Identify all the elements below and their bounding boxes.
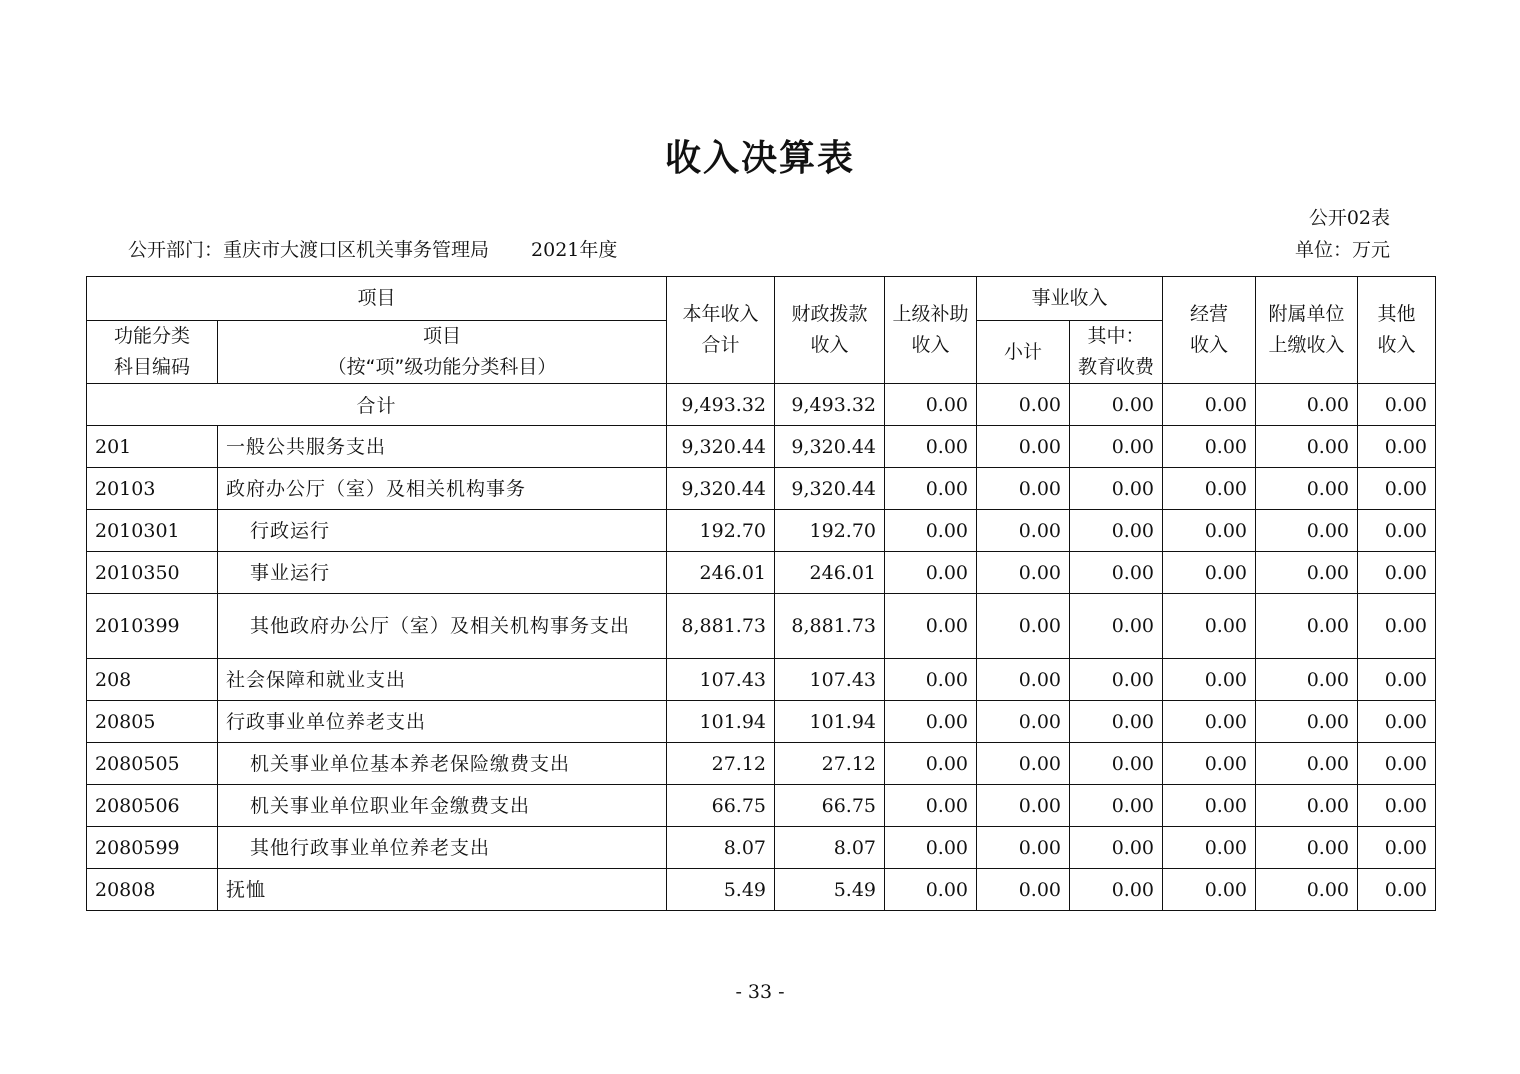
cell-value: 0.00 [977, 827, 1070, 869]
cell-value: 0.00 [1358, 552, 1436, 594]
cell-value: 0.00 [885, 594, 977, 659]
cell-name: 事业运行 [218, 552, 667, 594]
cell-value: 0.00 [885, 468, 977, 510]
cell-value: 0.00 [977, 594, 1070, 659]
cell-value: 0.00 [1256, 426, 1358, 468]
cell-value: 246.01 [667, 552, 775, 594]
cell-code: 20103 [87, 468, 218, 510]
cell-value: 0.00 [977, 510, 1070, 552]
cell-value: 9,320.44 [667, 426, 775, 468]
department-label: 公开部门：重庆市大渡口区机关事务管理局 [128, 239, 490, 261]
cell-value: 192.70 [667, 510, 775, 552]
cell-value: 27.12 [667, 743, 775, 785]
header-other: 其他 收入 [1358, 277, 1436, 384]
cell-code: 2080506 [87, 785, 218, 827]
cell-value: 9,493.32 [667, 384, 775, 426]
page-number: - 33 - [735, 981, 785, 1003]
cell-code: 208 [87, 659, 218, 701]
form-number: 公开02表 [1308, 207, 1390, 229]
cell-value: 0.00 [1070, 869, 1163, 911]
cell-code: 201 [87, 426, 218, 468]
cell-name: 机关事业单位基本养老保险缴费支出 [218, 743, 667, 785]
header-career-subtotal: 小计 [977, 321, 1070, 384]
cell-value: 0.00 [977, 743, 1070, 785]
year-label: 2021年度 [531, 239, 618, 261]
cell-value: 0.00 [1163, 785, 1256, 827]
table-row [87, 468, 1436, 510]
cell-value: 0.00 [885, 659, 977, 701]
cell-name: 抚恤 [218, 869, 667, 911]
cell-code: 20808 [87, 869, 218, 911]
cell-value: 9,320.44 [775, 468, 885, 510]
cell-value: 0.00 [1256, 701, 1358, 743]
total-label: 合计 [87, 384, 667, 426]
cell-value: 0.00 [1358, 426, 1436, 468]
cell-value: 8,881.73 [775, 594, 885, 659]
cell-value: 0.00 [1358, 869, 1436, 911]
header-name: 项目 （按“项”级功能分类科目） [218, 321, 667, 384]
table-row [87, 510, 1436, 552]
cell-value: 0.00 [1358, 827, 1436, 869]
cell-code: 2010350 [87, 552, 218, 594]
header-affiliate: 附属单位 上缴收入 [1256, 277, 1358, 384]
cell-value: 9,320.44 [775, 426, 885, 468]
cell-value: 0.00 [1070, 743, 1163, 785]
cell-code: 20805 [87, 701, 218, 743]
cell-value: 9,493.32 [775, 384, 885, 426]
cell-value: 0.00 [1256, 510, 1358, 552]
cell-name: 行政运行 [218, 510, 667, 552]
cell-value: 0.00 [977, 552, 1070, 594]
cell-name: 社会保障和就业支出 [218, 659, 667, 701]
cell-value: 5.49 [667, 869, 775, 911]
cell-value: 0.00 [1256, 659, 1358, 701]
cell-value: 0.00 [977, 659, 1070, 701]
cell-value: 0.00 [977, 785, 1070, 827]
cell-value: 101.94 [775, 701, 885, 743]
cell-value: 0.00 [1358, 384, 1436, 426]
cell-value: 0.00 [1070, 701, 1163, 743]
cell-value: 0.00 [1256, 468, 1358, 510]
table-row [87, 743, 1436, 785]
cell-value: 0.00 [885, 869, 977, 911]
table-row [87, 827, 1436, 869]
cell-value: 0.00 [1163, 701, 1256, 743]
table-row [87, 659, 1436, 701]
cell-code: 2080505 [87, 743, 218, 785]
cell-value: 0.00 [885, 827, 977, 869]
table-row [87, 785, 1436, 827]
cell-value: 0.00 [1070, 426, 1163, 468]
cell-value: 0.00 [1163, 827, 1256, 869]
cell-value: 0.00 [1358, 468, 1436, 510]
cell-value: 101.94 [667, 701, 775, 743]
cell-value: 0.00 [977, 468, 1070, 510]
cell-value: 0.00 [1163, 468, 1256, 510]
cell-value: 0.00 [1358, 594, 1436, 659]
table-row [87, 701, 1436, 743]
cell-value: 246.01 [775, 552, 885, 594]
header-superior: 上级补助 收入 [885, 277, 977, 384]
page-title: 收入决算表 [664, 138, 855, 179]
cell-value: 0.00 [1163, 552, 1256, 594]
cell-value: 66.75 [775, 785, 885, 827]
cell-name: 政府办公厅（室）及相关机构事务 [218, 468, 667, 510]
cell-value: 0.00 [1358, 510, 1436, 552]
cell-value: 0.00 [1256, 785, 1358, 827]
cell-value: 0.00 [1358, 743, 1436, 785]
cell-name: 一般公共服务支出 [218, 426, 667, 468]
cell-value: 8,881.73 [667, 594, 775, 659]
cell-value: 0.00 [1163, 659, 1256, 701]
cell-value: 0.00 [1256, 827, 1358, 869]
cell-value: 0.00 [1163, 869, 1256, 911]
header-fiscal: 财政拨款 收入 [775, 277, 885, 384]
header-operating: 经营 收入 [1163, 277, 1256, 384]
cell-value: 0.00 [1256, 594, 1358, 659]
cell-value: 0.00 [1256, 552, 1358, 594]
cell-value: 0.00 [1256, 743, 1358, 785]
cell-value: 107.43 [667, 659, 775, 701]
cell-name: 行政事业单位养老支出 [218, 701, 667, 743]
cell-value: 0.00 [885, 384, 977, 426]
cell-value: 107.43 [775, 659, 885, 701]
cell-value: 0.00 [1070, 659, 1163, 701]
cell-value: 5.49 [775, 869, 885, 911]
cell-value: 0.00 [885, 785, 977, 827]
table-row [87, 594, 1436, 659]
cell-value: 9,320.44 [667, 468, 775, 510]
cell-value: 0.00 [885, 510, 977, 552]
cell-value: 0.00 [885, 426, 977, 468]
cell-value: 0.00 [1256, 869, 1358, 911]
cell-value: 0.00 [1358, 701, 1436, 743]
cell-value: 0.00 [885, 701, 977, 743]
department-line [128, 235, 617, 262]
cell-value: 0.00 [1163, 594, 1256, 659]
cell-value: 0.00 [1256, 384, 1358, 426]
table-row [87, 552, 1436, 594]
table-row [87, 426, 1436, 468]
cell-value: 0.00 [977, 426, 1070, 468]
cell-value: 0.00 [1163, 384, 1256, 426]
cell-value: 8.07 [667, 827, 775, 869]
cell-name: 其他政府办公厅（室）及相关机构事务支出 [218, 594, 667, 659]
header-total-income: 本年收入 合计 [667, 277, 775, 384]
cell-value: 0.00 [1358, 785, 1436, 827]
cell-value: 0.00 [1070, 510, 1163, 552]
cell-value: 0.00 [885, 552, 977, 594]
cell-value: 0.00 [1070, 827, 1163, 869]
cell-value: 0.00 [1163, 743, 1256, 785]
cell-value: 0.00 [1163, 510, 1256, 552]
cell-value: 0.00 [1070, 468, 1163, 510]
cell-code: 2010301 [87, 510, 218, 552]
total-row [87, 384, 1436, 426]
cell-value: 0.00 [977, 701, 1070, 743]
table-row [87, 869, 1436, 911]
cell-value: 0.00 [1163, 426, 1256, 468]
cell-name: 机关事业单位职业年金缴费支出 [218, 785, 667, 827]
header-career-group: 事业收入 [977, 277, 1163, 321]
income-table [86, 276, 1436, 911]
header-code: 功能分类 科目编码 [87, 321, 218, 384]
cell-value: 0.00 [977, 384, 1070, 426]
header-item-group: 项目 [87, 277, 667, 321]
header-career-edu: 其中： 教育收费 [1070, 321, 1163, 384]
cell-value: 0.00 [1070, 594, 1163, 659]
unit-label: 单位：万元 [1294, 239, 1390, 261]
cell-name: 其他行政事业单位养老支出 [218, 827, 667, 869]
cell-value: 0.00 [1070, 785, 1163, 827]
cell-value: 192.70 [775, 510, 885, 552]
cell-value: 0.00 [1070, 552, 1163, 594]
cell-value: 27.12 [775, 743, 885, 785]
cell-value: 66.75 [667, 785, 775, 827]
cell-code: 2080599 [87, 827, 218, 869]
cell-value: 0.00 [1070, 384, 1163, 426]
cell-value: 0.00 [977, 869, 1070, 911]
cell-value: 0.00 [885, 743, 977, 785]
cell-code: 2010399 [87, 594, 218, 659]
cell-value: 8.07 [775, 827, 885, 869]
cell-value: 0.00 [1358, 659, 1436, 701]
